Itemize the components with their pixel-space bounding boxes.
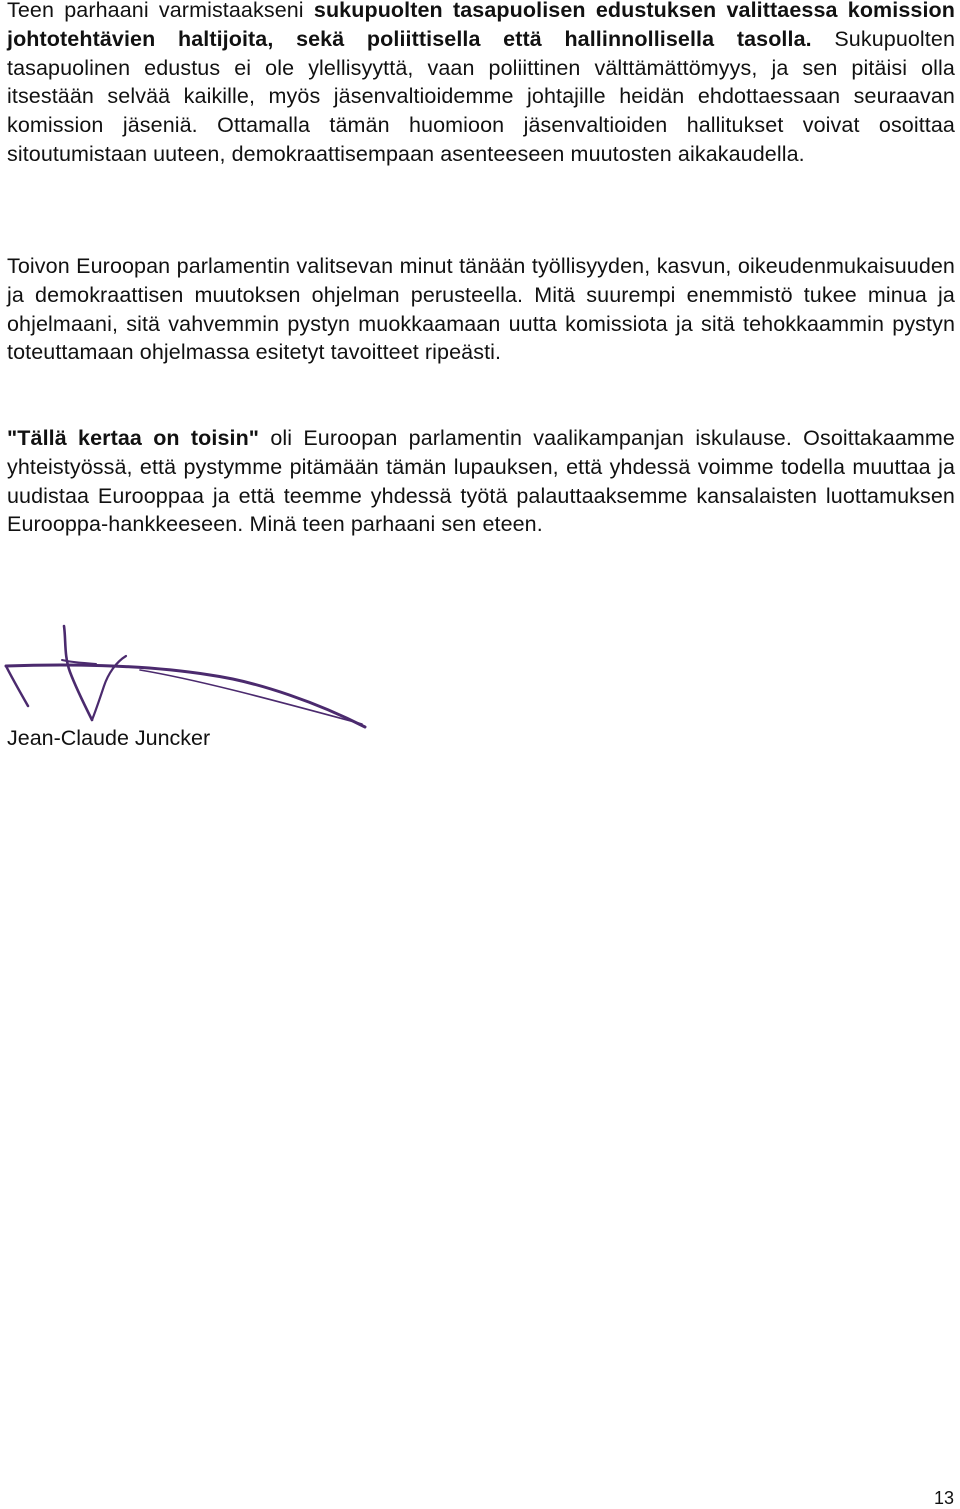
paragraph-gender-balance <box>7 0 955 169</box>
paragraph-bold-text: sukupuolten tasapuolisen edustuksen valittaessa komission johtotehtävien haltijoita, sekä poliittisella että hallinnollisella tasolla. <box>7 0 955 51</box>
signature-icon <box>0 620 372 732</box>
signer-name: Jean-Claude Juncker <box>7 726 211 750</box>
paragraph-election-hope <box>7 252 955 367</box>
page-number: 13 <box>933 1488 954 1508</box>
paragraph-lead-text: Teen parhaani varmistaakseni <box>7 0 314 22</box>
paragraph-campaign-slogan <box>7 424 955 539</box>
campaign-slogan: "Tällä kertaa on toisin" <box>7 426 260 450</box>
paragraph-body-text: Sukupuolten tasapuolinen edustus ei ole ylellisyyttä, vaan poliittinen välttämättömyys, ja sen pitäisi olla itsestään selvää kaikille, myös jäsenvaltioidemme johtajille heidän ehdottaessaan seuraavan komission jäseniä. Ottamalla tämän huomioon jäsenvaltioiden hallitukset voivat osoittaa sitoutumistaan uuteen, demokraattisempaan asenteeseen muutosten aikakaudella. <box>7 26 955 166</box>
paragraph-body-text: Toivon Euroopan parlamentin valitsevan minut tänään työllisyyden, kasvun, oikeudenmukaisuuden ja demokraattisen muutoksen ohjelman perusteella. Mitä suurempi enemmistö tukee minua ja ohjelmaani, sitä vahvemmin pystyn muokkaamaan uutta komissiota ja sitä tehokkaammin pystyn toteuttamaan ohjelmassa esitetyt tavoitteet ripeästi. <box>7 254 955 365</box>
paragraph-body-text: oli Euroopan parlamentin vaalikampanjan iskulause. Osoittakaamme yhteistyössä, että pystymme pitämään tämän lupauksen, että yhdessä voimme todella muuttaa ja uudistaa Eurooppaa ja että teemme yhdessä työtä palauttaaksemme kansalaisten luottamuksen Eurooppa-hankkeeseen. Minä teen parhaani sen eteen. <box>7 426 955 537</box>
